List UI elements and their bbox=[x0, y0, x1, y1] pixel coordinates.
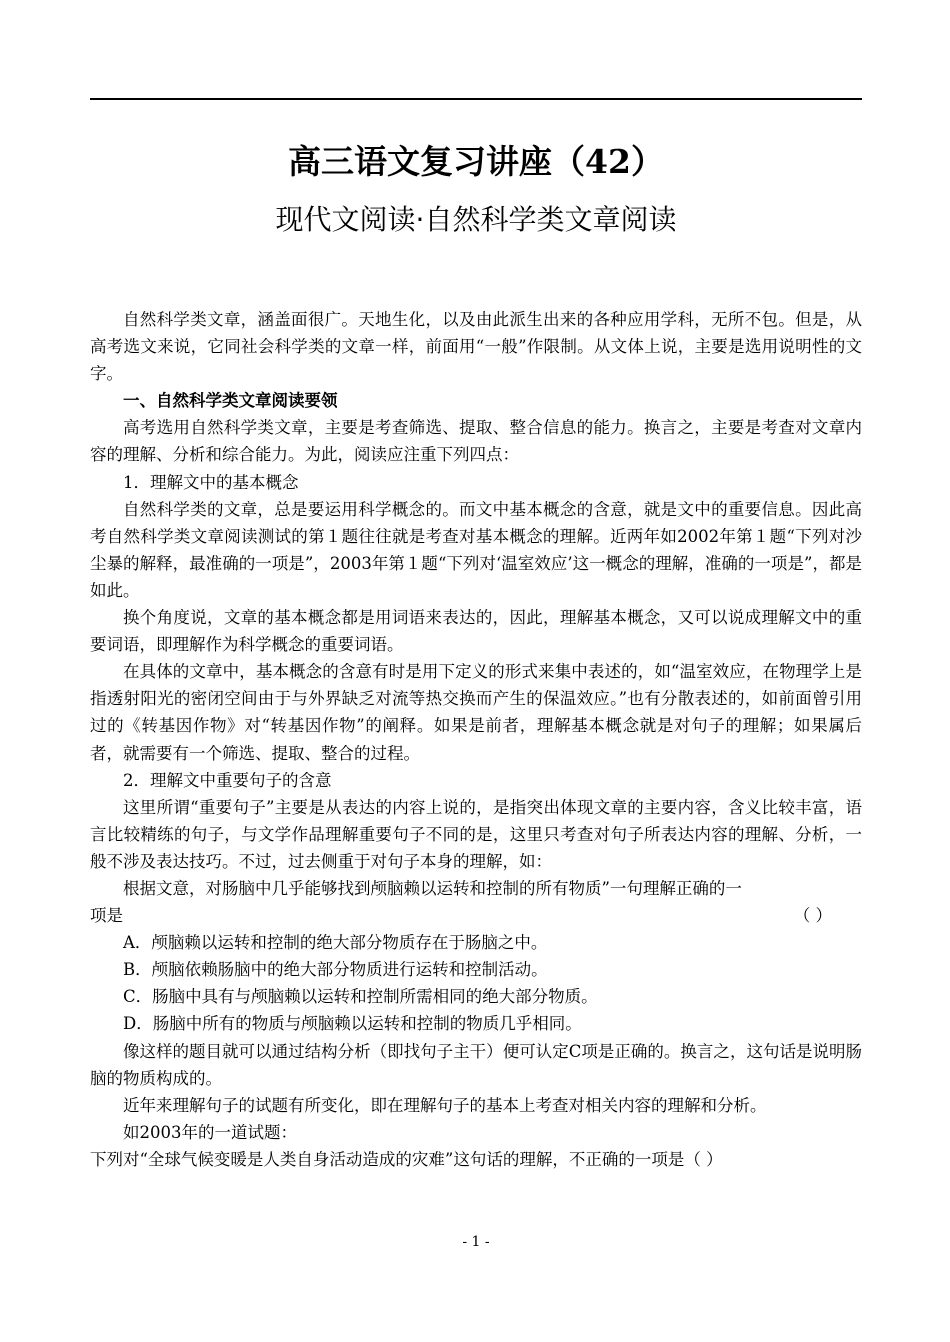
paragraph-sentence-1: 这里所谓“重要句子”主要是从表达的内容上说的，是指突出体现文章的主要内容，含义比较丰富，语言比较精练的句子，与文学作品理解重要句子不同的是，这里只考查对句子所表达内容的理解、分析，一般不涉及表达技巧。不过，过去侧重于对句子本身的理解，如： bbox=[90, 797, 862, 871]
section-heading: 一、自然科学类文章阅读要领 bbox=[123, 391, 338, 411]
question-stem: 根据文意，对肠脑中几乎能够找到颅脑赖以运转和控制的所有物质”一句理解正确的一 bbox=[123, 878, 742, 898]
question-stem-continued bbox=[90, 902, 862, 929]
paragraph-gaokao: 高考选用自然科学类文章，主要是考查筛选、提取、整合信息的能力。换言之，主要是考查对文章内容的理解、分析和综合能力。为此，阅读应注重下列四点： bbox=[90, 418, 862, 465]
document-title: 高三语文复习讲座（42） bbox=[288, 142, 664, 181]
option-c: C．肠脑中具有与颅脑赖以运转和控制所需相同的绝大部分物质。 bbox=[123, 987, 598, 1007]
paragraph-concept-1: 自然科学类的文章，总是要运用科学概念的。而文中基本概念的含意，就是文中的重要信息。因此高考自然科学类文章阅读测试的第１题往往就是考查对基本概念的理解。近两年如2002年第１题“下列对沙尘暴的解释，最准确的一项是”，2003年第１题“下列对‘温室效应’这一概念的理解，准确的一项是”，都是如此。 bbox=[90, 499, 862, 600]
paragraph-example: 如2003年的一道试题： bbox=[123, 1122, 297, 1142]
answer-bracket: （ ） bbox=[793, 906, 832, 926]
paragraph-recent: 近年来理解句子的试题有所变化，即在理解句子的基本上考查对相关内容的理解和分析。 bbox=[123, 1095, 767, 1115]
option-a: A．颅脑赖以运转和控制的绝大部分物质存在于肠脑之中。 bbox=[123, 933, 548, 953]
point-heading-1: 1．理解文中的基本概念 bbox=[123, 472, 299, 492]
option-b: B．颅脑依赖肠脑中的绝大部分物质进行运转和控制活动。 bbox=[123, 960, 548, 980]
intro-paragraph: 自然科学类文章，涵盖面很广。天地生化，以及由此派生出来的各种应用学科，无所不包。但是，从高考选文来说，它同社会科学类的文章一样，前面用“一般”作限制。从文体上说，主要是选用说明性的文字。 bbox=[90, 310, 862, 384]
paragraph-concept-3: 在具体的文章中，基本概念的含意有时是用下定义的形式来集中表述的，如“温室效应，在物理学上是指透射阳光的密闭空间由于与外界缺乏对流等热交换而产生的保温效应。”也有分散表述的，如前面曾引用过的《转基因作物》对“转基因作物”的阐释。如果是前者，理解基本概念就是对句子的理解；如果属后者，就需要有一个筛选、提取、整合的过程。 bbox=[90, 662, 862, 763]
option-d: D．肠脑中所有的物质与颅脑赖以运转和控制的物质几乎相同。 bbox=[123, 1014, 582, 1034]
point-heading-2: 2．理解文中重要句子的含意 bbox=[123, 770, 332, 790]
page-number: - 1 - bbox=[462, 1234, 490, 1250]
paragraph-concept-2: 换个角度说，文章的基本概念都是用词语来表达的，因此，理解基本概念，又可以说成理解文中的重要词语，即理解作为科学概念的重要词语。 bbox=[90, 608, 862, 655]
paragraph-analysis: 像这样的题目就可以通过结构分析（即找句子主干）便可认定C项是正确的。换言之，这句话是说明肠脑的物质构成的。 bbox=[90, 1041, 862, 1088]
header-rule bbox=[90, 98, 862, 100]
question-2-stem: 下列对“全球气候变暖是人类自身活动造成的灾难”这句话的理解，不正确的一项是（ ） bbox=[90, 1149, 723, 1169]
document-body bbox=[90, 306, 862, 1173]
question-stem-end: 项是 bbox=[90, 906, 123, 926]
document-subtitle: 现代文阅读·自然科学类文章阅读 bbox=[275, 203, 677, 236]
